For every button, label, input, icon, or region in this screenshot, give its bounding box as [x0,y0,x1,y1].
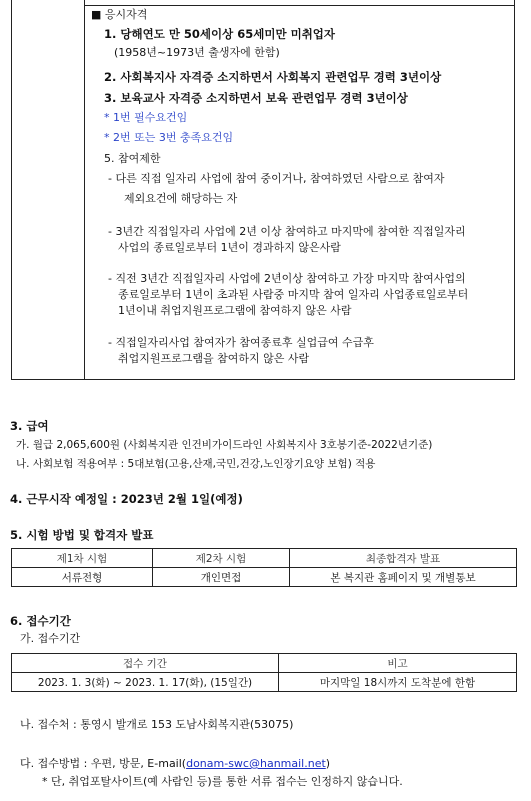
condition-note: * 2번 또는 3번 충족요건임 [104,131,234,144]
restriction-2-line-1: - 3년간 직접일자리 사업에 2년 이상 참여하고 마지막에 참여한 직접일자리 [108,225,466,238]
restriction-1-line-2: 제외요건에 해당하는 자 [124,192,238,205]
exam-header-2: 제2차 시험 [153,549,290,568]
application-period-value: 2023. 1. 3(화) ~ 2023. 1. 17(화), (15일간) [12,673,279,692]
eligibility-header: ■ 응시자격 [91,8,148,21]
restriction-3-line-1: - 직전 3년간 직접일자리 사업에 2년이상 참여하고 가장 마지막 참여사업의 [108,272,466,285]
exam-table-row [12,568,517,587]
exam-header-3: 최종합격자 발표 [290,549,517,568]
application-method [20,757,330,771]
application-title: 6. 접수기간 [10,614,71,628]
application-note-value: 마지막일 18시까지 도착분에 한함 [279,673,517,692]
application-header-period: 접수 기간 [12,654,279,673]
restriction-4-line-1: - 직접일자리사업 참여자가 참여종료후 실업급여 수급후 [108,336,374,349]
restriction-1-line-1: - 다른 직접 일자리 사업에 참여 중이거나, 참여하였던 사람으로 참여자 [108,172,445,185]
salary-title: 3. 급여 [10,419,49,433]
salary-line-1: 가. 월급 2,065,600원 (사회복지관 인건비가이드라인 사회복지사 3호봉기준-2022년기준) [16,439,433,451]
box-divider [84,0,85,379]
application-table-row [12,673,517,692]
start-date: 4. 근무시작 예정일 : 2023년 2월 1일(예정) [10,492,243,506]
exam-cell-1: 서류전형 [12,568,153,587]
eligibility-item-3: 3. 보육교사 자격증 소지하면서 보육 관련업무 경력 3년이상 [104,91,408,105]
application-period-label: 가. 접수기간 [20,632,81,645]
restriction-3-line-2: 종료일로부터 1년이 초과된 사람중 마지막 참여 일자리 사업종료일로부터 [118,288,469,301]
application-method-label: 다. 접수방법 : 우편, 방문, E-mail( [20,757,187,770]
application-note: * 단, 취업포탈사이트(예 사람인 등)를 통한 서류 접수는 인정하지 않습니다. [42,775,403,788]
restriction-3-line-3: 1년이내 취업지원프로그램에 참여하지 않은 사람 [118,304,352,317]
salary-line-2: 나. 사회보험 적용여부 : 5대보험(고용,산재,국민,건강,노인장기요양 보험) 적용 [16,458,376,470]
application-table [11,653,517,692]
exam-table [11,548,517,587]
exam-cell-2: 개인면접 [153,568,290,587]
eligibility-item-1: 1. 당해연도 만 50세이상 65세미만 미취업자 [104,27,336,41]
application-method-close: ) [325,757,331,770]
application-place: 나. 접수처 : 통영시 발개로 153 도남사회복지관(53075) [20,718,294,731]
restriction-2-line-2: 사업의 종료일로부터 1년이 경과하지 않은사람 [118,241,341,254]
application-table-header [12,654,517,673]
box-top-line [84,5,514,6]
restriction-4-line-2: 취업지원프로그램을 참여하지 않은 사람 [118,352,310,365]
required-note: * 1번 필수요건임 [104,111,188,124]
restriction-title: 5. 참여제한 [104,152,161,165]
exam-title: 5. 시험 방법 및 합격자 발표 [10,528,154,542]
exam-cell-3: 본 복지관 홈페이지 및 개별통보 [290,568,517,587]
eligibility-item-2: 2. 사회복지사 자격증 소지하면서 사회복지 관련업무 경력 3년이상 [104,70,442,84]
application-header-note: 비고 [279,654,517,673]
exam-table-header [12,549,517,568]
eligibility-item-1-note: (1958년~1973년 출생자에 한함) [114,46,280,59]
exam-header-1: 제1차 시험 [12,549,153,568]
email-link[interactable]: donam-swc@hanmail.net [186,757,326,770]
